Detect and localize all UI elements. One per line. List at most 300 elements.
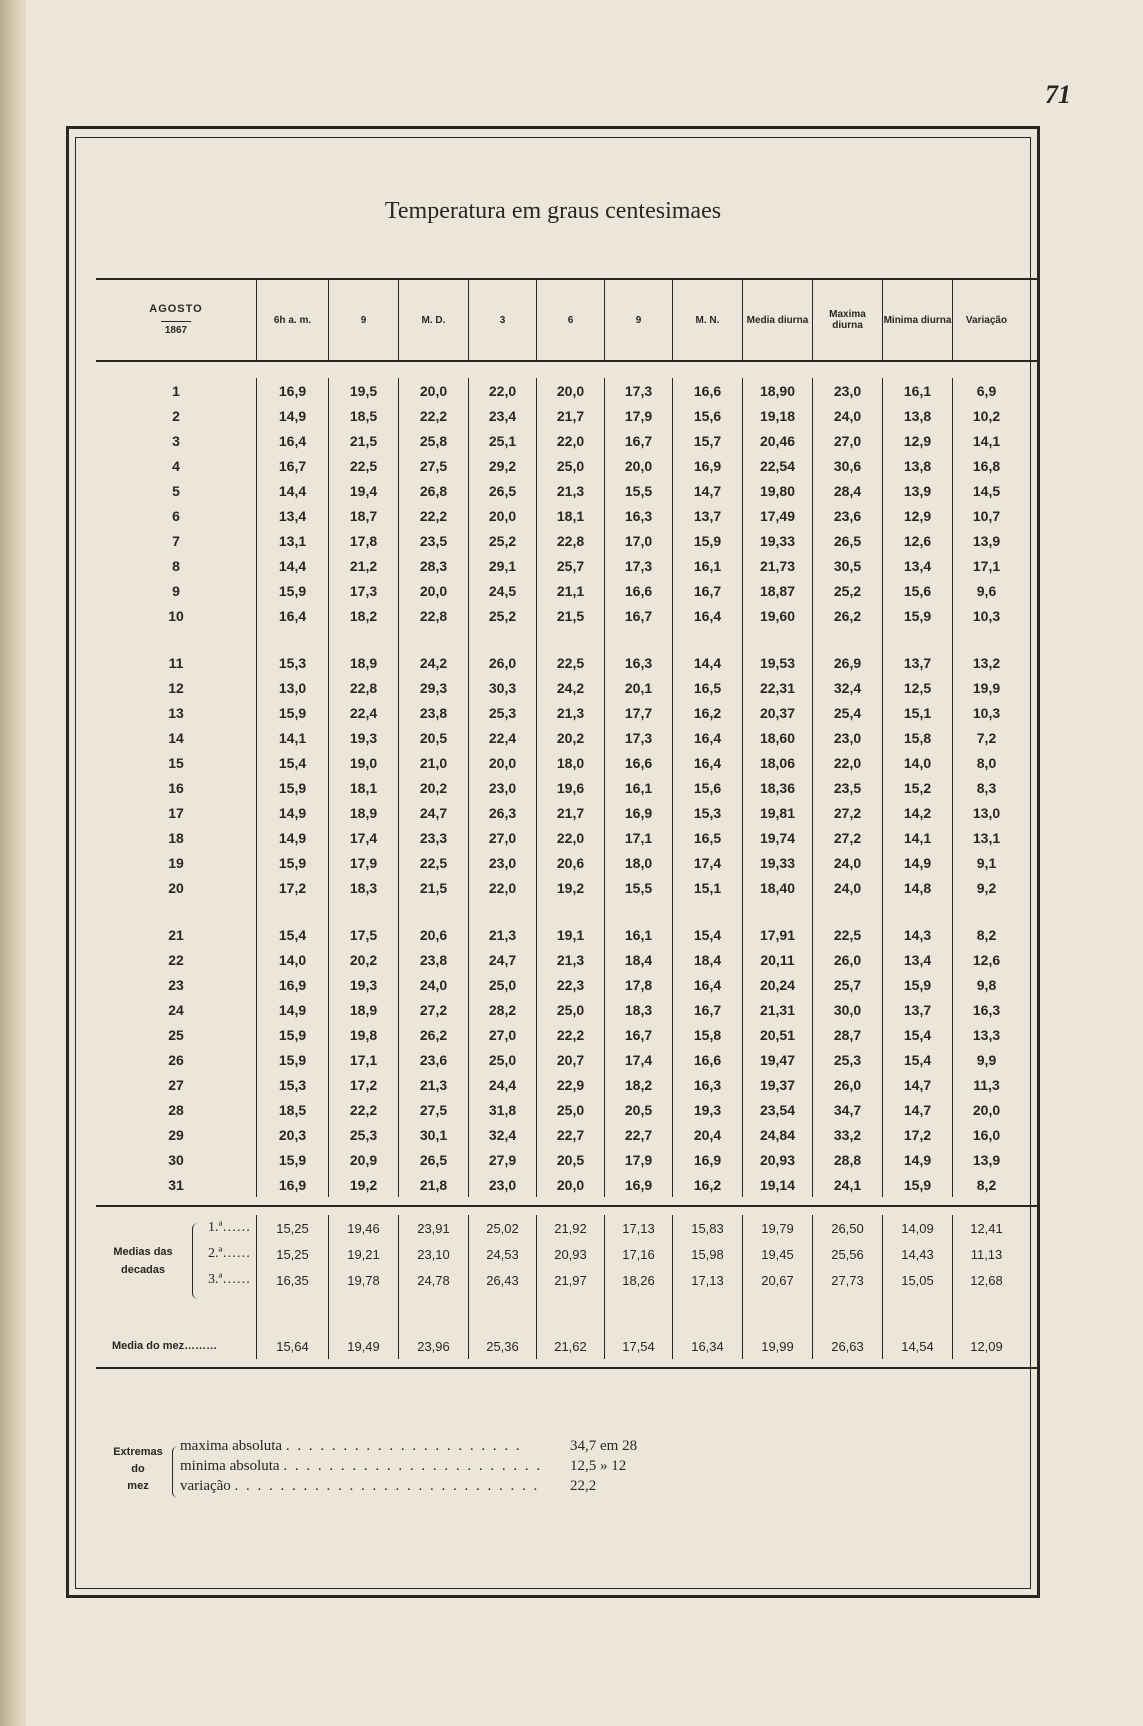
decade-mean-value: 12,68 — [952, 1267, 1020, 1293]
value-cell: 18,87 — [742, 578, 812, 603]
value-cell: 20,0 — [952, 1097, 1020, 1122]
value-cell: 13,7 — [882, 650, 952, 675]
value-cell: 23,6 — [398, 1047, 468, 1072]
value-cell: 22,5 — [398, 850, 468, 875]
month-mean-value: 17,54 — [604, 1333, 672, 1359]
table-body — [96, 362, 1040, 1197]
value-cell: 19,81 — [742, 800, 812, 825]
value-cell: 16,1 — [604, 922, 672, 947]
day-cell: 18 — [168, 829, 184, 846]
value-cell: 19,2 — [536, 875, 604, 900]
value-cell: 17,49 — [742, 503, 812, 528]
value-cell: 27,2 — [812, 800, 882, 825]
table-row — [96, 700, 1040, 725]
value-cell: 17,3 — [328, 578, 398, 603]
table-row — [96, 997, 1040, 1022]
value-cell: 16,8 — [952, 453, 1020, 478]
value-cell: 18,5 — [256, 1097, 328, 1122]
month-mean-value: 12,09 — [952, 1333, 1020, 1359]
value-cell: 23,4 — [468, 403, 536, 428]
decade-mean-value: 25,56 — [812, 1241, 882, 1267]
value-cell: 19,3 — [328, 972, 398, 997]
value-cell: 15,4 — [256, 750, 328, 775]
table-row — [96, 972, 1040, 997]
value-cell: 27,0 — [468, 825, 536, 850]
decade-mean-value: 15,05 — [882, 1267, 952, 1293]
value-cell: 20,0 — [398, 378, 468, 403]
value-cell: 28,4 — [812, 478, 882, 503]
decade-mean-value: 23,91 — [398, 1215, 468, 1241]
value-cell: 26,3 — [468, 800, 536, 825]
month-mean-value: 25,36 — [468, 1333, 536, 1359]
value-cell: 16,9 — [604, 800, 672, 825]
value-cell: 15,9 — [882, 972, 952, 997]
header-col-4: 3 — [468, 280, 536, 360]
value-cell: 13,2 — [952, 650, 1020, 675]
decade-mean-value: 17,16 — [604, 1241, 672, 1267]
value-cell: 14,2 — [882, 800, 952, 825]
value-cell: 17,8 — [328, 528, 398, 553]
value-cell: 25,2 — [812, 578, 882, 603]
table-row — [96, 1097, 1040, 1122]
value-cell: 22,0 — [536, 825, 604, 850]
value-cell: 20,5 — [536, 1147, 604, 1172]
value-cell: 21,7 — [536, 403, 604, 428]
value-cell: 25,2 — [468, 528, 536, 553]
value-cell: 27,0 — [468, 1022, 536, 1047]
value-cell: 20,93 — [742, 1147, 812, 1172]
value-cell: 20,0 — [604, 453, 672, 478]
value-cell: 20,7 — [536, 1047, 604, 1072]
decade-ordinal: 3.ª…… — [208, 1272, 251, 1287]
value-cell: 27,9 — [468, 1147, 536, 1172]
decade-ordinal: 2.ª…… — [208, 1246, 251, 1261]
decade-brace — [192, 1223, 201, 1299]
value-cell: 26,9 — [812, 650, 882, 675]
value-cell: 26,2 — [812, 603, 882, 628]
value-cell: 15,2 — [882, 775, 952, 800]
value-cell: 20,51 — [742, 1022, 812, 1047]
dot-leader: . . . . . . . . . . . . . . . . . . . . . . . — [283, 1458, 543, 1474]
value-cell: 22,8 — [536, 528, 604, 553]
value-cell: 18,2 — [328, 603, 398, 628]
value-cell: 15,3 — [256, 650, 328, 675]
value-cell: 18,60 — [742, 725, 812, 750]
value-cell: 19,14 — [742, 1172, 812, 1197]
value-cell: 24,0 — [398, 972, 468, 997]
value-cell: 21,0 — [398, 750, 468, 775]
value-cell: 14,9 — [882, 1147, 952, 1172]
decade-mean-value: 15,25 — [256, 1215, 328, 1241]
value-cell: 15,4 — [672, 922, 742, 947]
value-cell: 14,9 — [882, 850, 952, 875]
day-cell: 22 — [168, 951, 184, 968]
value-cell: 24,0 — [812, 403, 882, 428]
value-cell: 28,3 — [398, 553, 468, 578]
day-cell: 3 — [172, 432, 180, 449]
value-cell: 20,9 — [328, 1147, 398, 1172]
header-col-11: Variação — [952, 280, 1020, 360]
value-cell: 16,7 — [672, 578, 742, 603]
value-cell: 19,33 — [742, 850, 812, 875]
value-cell: 16,4 — [256, 603, 328, 628]
value-cell: 8,0 — [952, 750, 1020, 775]
day-cell: 25 — [168, 1026, 184, 1043]
value-cell: 18,2 — [604, 1072, 672, 1097]
summary-section — [96, 1205, 1040, 1369]
month-mean-label: Media do mez……… — [112, 1340, 218, 1352]
value-cell: 21,3 — [536, 478, 604, 503]
decade-mean-value: 20,67 — [742, 1267, 812, 1293]
table-bottom-rule — [96, 1367, 1040, 1369]
day-cell: 21 — [168, 926, 184, 943]
table-row — [96, 428, 1040, 453]
value-cell: 20,5 — [398, 725, 468, 750]
value-cell: 27,2 — [812, 825, 882, 850]
value-cell: 16,7 — [604, 603, 672, 628]
value-cell: 9,1 — [952, 850, 1020, 875]
value-cell: 14,4 — [672, 650, 742, 675]
decade-gap — [96, 628, 1040, 650]
summary-gap — [96, 1293, 1040, 1333]
decade-means-label-line1: Medias das — [113, 1246, 173, 1258]
value-cell: 19,47 — [742, 1047, 812, 1072]
table-frame — [66, 126, 1040, 1598]
table-row — [96, 825, 1040, 850]
value-cell: 16,3 — [952, 997, 1020, 1022]
table-row — [96, 553, 1040, 578]
value-cell: 14,4 — [256, 553, 328, 578]
decade-mean-value: 26,43 — [468, 1267, 536, 1293]
value-cell: 16,9 — [604, 1172, 672, 1197]
value-cell: 12,9 — [882, 503, 952, 528]
decade-mean-value: 20,93 — [536, 1241, 604, 1267]
header-col-9: Maxima diurna — [812, 280, 882, 360]
day-cell: 28 — [168, 1101, 184, 1118]
value-cell: 16,1 — [604, 775, 672, 800]
value-cell: 18,36 — [742, 775, 812, 800]
extremes-label — [108, 1444, 168, 1495]
value-cell: 27,2 — [398, 997, 468, 1022]
value-cell: 22,8 — [328, 675, 398, 700]
value-cell: 16,7 — [672, 997, 742, 1022]
value-cell: 16,3 — [604, 503, 672, 528]
value-cell: 26,5 — [398, 1147, 468, 1172]
decade-mean-row — [96, 1215, 1040, 1241]
value-cell: 20,11 — [742, 947, 812, 972]
day-cell: 19 — [168, 854, 184, 871]
decade-mean-value: 19,45 — [742, 1241, 812, 1267]
header-col-8: Media diurna — [742, 280, 812, 360]
value-cell: 25,2 — [468, 603, 536, 628]
value-cell: 33,2 — [812, 1122, 882, 1147]
value-cell: 17,9 — [328, 850, 398, 875]
decade-mean-value: 15,83 — [672, 1215, 742, 1241]
value-cell: 16,3 — [672, 1072, 742, 1097]
value-cell: 13,1 — [952, 825, 1020, 850]
value-cell: 22,0 — [468, 378, 536, 403]
decade-mean-value: 24,78 — [398, 1267, 468, 1293]
value-cell: 17,4 — [328, 825, 398, 850]
table-row — [96, 578, 1040, 603]
value-cell: 16,9 — [672, 1147, 742, 1172]
decade-mean-value: 12,41 — [952, 1215, 1020, 1241]
value-cell: 17,2 — [256, 875, 328, 900]
value-cell: 16,6 — [604, 750, 672, 775]
header-month: AGOSTO — [149, 303, 203, 315]
decade-mean-row — [96, 1241, 1040, 1267]
value-cell: 16,2 — [672, 700, 742, 725]
decade-means-label-line2: decadas — [120, 1264, 166, 1276]
value-cell: 25,0 — [468, 972, 536, 997]
value-cell: 18,9 — [328, 650, 398, 675]
value-cell: 18,90 — [742, 378, 812, 403]
value-cell: 20,3 — [256, 1122, 328, 1147]
value-cell: 30,6 — [812, 453, 882, 478]
value-cell: 12,6 — [952, 947, 1020, 972]
value-cell: 26,2 — [398, 1022, 468, 1047]
value-cell: 13,7 — [882, 997, 952, 1022]
value-cell: 13,0 — [952, 800, 1020, 825]
value-cell: 13,1 — [256, 528, 328, 553]
value-cell: 6,9 — [952, 378, 1020, 403]
value-cell: 14,9 — [256, 997, 328, 1022]
value-cell: 16,7 — [604, 428, 672, 453]
day-cell: 12 — [168, 679, 184, 696]
day-cell: 31 — [168, 1176, 184, 1193]
header-col-1: 6h a. m. — [256, 280, 328, 360]
table-row — [96, 453, 1040, 478]
decade-mean-value: 26,50 — [812, 1215, 882, 1241]
value-cell: 26,0 — [812, 947, 882, 972]
value-cell: 26,0 — [468, 650, 536, 675]
value-cell: 13,4 — [256, 503, 328, 528]
value-cell: 11,3 — [952, 1072, 1020, 1097]
value-cell: 24,2 — [398, 650, 468, 675]
page-number: 71 — [1045, 80, 1071, 109]
value-cell: 23,0 — [468, 775, 536, 800]
value-cell: 16,9 — [256, 972, 328, 997]
value-cell: 19,60 — [742, 603, 812, 628]
value-cell: 15,6 — [672, 403, 742, 428]
table-row — [96, 675, 1040, 700]
value-cell: 25,8 — [398, 428, 468, 453]
value-cell: 14,9 — [256, 800, 328, 825]
value-cell: 18,40 — [742, 875, 812, 900]
header-col-3: M. D. — [398, 280, 468, 360]
value-cell: 27,5 — [398, 453, 468, 478]
day-cell: 24 — [168, 1001, 184, 1018]
decade-mean-value: 14,43 — [882, 1241, 952, 1267]
value-cell: 19,2 — [328, 1172, 398, 1197]
value-cell: 18,3 — [328, 875, 398, 900]
value-cell: 23,54 — [742, 1097, 812, 1122]
month-mean-row — [96, 1333, 1040, 1359]
value-cell: 19,3 — [672, 1097, 742, 1122]
table-row — [96, 378, 1040, 403]
value-cell: 20,0 — [536, 378, 604, 403]
temperature-table — [96, 278, 1040, 1369]
decade-ordinal: 1.ª…… — [208, 1220, 251, 1235]
value-cell: 17,7 — [604, 700, 672, 725]
value-cell: 9,8 — [952, 972, 1020, 997]
value-cell: 22,31 — [742, 675, 812, 700]
value-cell: 20,2 — [398, 775, 468, 800]
value-cell: 15,9 — [256, 1047, 328, 1072]
value-cell: 16,6 — [672, 1047, 742, 1072]
value-cell: 15,9 — [256, 1147, 328, 1172]
day-cell: 20 — [168, 879, 184, 896]
value-cell: 21,3 — [398, 1072, 468, 1097]
table-row — [96, 875, 1040, 900]
value-cell: 15,9 — [882, 1172, 952, 1197]
value-cell: 20,5 — [604, 1097, 672, 1122]
value-cell: 15,7 — [672, 428, 742, 453]
value-cell: 23,8 — [398, 700, 468, 725]
value-cell: 23,0 — [468, 1172, 536, 1197]
value-cell: 15,3 — [672, 800, 742, 825]
value-cell: 25,0 — [536, 997, 604, 1022]
value-cell: 34,7 — [812, 1097, 882, 1122]
value-cell: 30,0 — [812, 997, 882, 1022]
book-spine — [0, 0, 26, 1726]
day-cell: 17 — [168, 804, 184, 821]
decade-mean-value: 14,09 — [882, 1215, 952, 1241]
value-cell: 9,9 — [952, 1047, 1020, 1072]
decade-mean-value: 27,73 — [812, 1267, 882, 1293]
header-date-cell — [96, 280, 256, 360]
decade-mean-value: 19,79 — [742, 1215, 812, 1241]
value-cell: 15,6 — [672, 775, 742, 800]
value-cell: 17,5 — [328, 922, 398, 947]
value-cell: 26,5 — [468, 478, 536, 503]
decade-mean-value: 15,25 — [256, 1241, 328, 1267]
value-cell: 19,3 — [328, 725, 398, 750]
value-cell: 21,5 — [398, 875, 468, 900]
value-cell: 16,4 — [672, 725, 742, 750]
value-cell: 7,2 — [952, 725, 1020, 750]
value-cell: 18,0 — [604, 850, 672, 875]
value-cell: 20,24 — [742, 972, 812, 997]
value-cell: 24,0 — [812, 850, 882, 875]
decade-mean-value: 23,10 — [398, 1241, 468, 1267]
value-cell: 16,4 — [672, 750, 742, 775]
month-mean-value: 19,99 — [742, 1333, 812, 1359]
value-cell: 22,4 — [328, 700, 398, 725]
value-cell: 21,3 — [468, 922, 536, 947]
value-cell: 18,06 — [742, 750, 812, 775]
table-row — [96, 503, 1040, 528]
day-cell: 14 — [168, 729, 184, 746]
value-cell: 17,4 — [604, 1047, 672, 1072]
day-cell: 29 — [168, 1126, 184, 1143]
value-cell: 25,7 — [536, 553, 604, 578]
value-cell: 19,1 — [536, 922, 604, 947]
value-cell: 15,9 — [672, 528, 742, 553]
day-cell: 5 — [172, 482, 180, 499]
value-cell: 19,18 — [742, 403, 812, 428]
value-cell: 17,1 — [328, 1047, 398, 1072]
value-cell: 17,9 — [604, 1147, 672, 1172]
value-cell: 19,6 — [536, 775, 604, 800]
value-cell: 19,4 — [328, 478, 398, 503]
value-cell: 9,6 — [952, 578, 1020, 603]
value-cell: 20,4 — [672, 1122, 742, 1147]
value-cell: 22,5 — [536, 650, 604, 675]
value-cell: 25,3 — [812, 1047, 882, 1072]
extremes-label-line2: do — [131, 1463, 145, 1475]
header-year: 1867 — [161, 321, 191, 336]
value-cell: 26,8 — [398, 478, 468, 503]
header-col-7: M. N. — [672, 280, 742, 360]
value-cell: 16,5 — [672, 825, 742, 850]
day-cell: 27 — [168, 1076, 184, 1093]
value-cell: 20,0 — [398, 578, 468, 603]
value-cell: 25,3 — [328, 1122, 398, 1147]
value-cell: 26,0 — [812, 1072, 882, 1097]
value-cell: 12,6 — [882, 528, 952, 553]
value-cell: 30,3 — [468, 675, 536, 700]
value-cell: 17,3 — [604, 553, 672, 578]
value-cell: 20,37 — [742, 700, 812, 725]
day-cell: 1 — [172, 382, 180, 399]
decade-mean-value: 21,92 — [536, 1215, 604, 1241]
value-cell: 22,2 — [328, 1097, 398, 1122]
month-mean-value: 15,64 — [256, 1333, 328, 1359]
value-cell: 13,9 — [952, 528, 1020, 553]
table-row — [96, 1147, 1040, 1172]
table-row — [96, 1047, 1040, 1072]
value-cell: 25,7 — [812, 972, 882, 997]
day-cell: 6 — [172, 507, 180, 524]
header-col-6: 9 — [604, 280, 672, 360]
extreme-variation-label: variação — [180, 1478, 231, 1494]
value-cell: 22,0 — [812, 750, 882, 775]
value-cell: 17,8 — [604, 972, 672, 997]
value-cell: 14,3 — [882, 922, 952, 947]
table-row — [96, 922, 1040, 947]
value-cell: 18,0 — [536, 750, 604, 775]
value-cell: 24,1 — [812, 1172, 882, 1197]
value-cell: 22,3 — [536, 972, 604, 997]
value-cell: 20,46 — [742, 428, 812, 453]
value-cell: 30,5 — [812, 553, 882, 578]
value-cell: 21,5 — [328, 428, 398, 453]
decade-mean-row — [96, 1267, 1040, 1293]
value-cell: 18,9 — [328, 800, 398, 825]
value-cell: 19,80 — [742, 478, 812, 503]
day-cell: 7 — [172, 532, 180, 549]
table-row — [96, 478, 1040, 503]
table-row — [96, 650, 1040, 675]
value-cell: 22,54 — [742, 453, 812, 478]
day-cell: 8 — [172, 557, 180, 574]
value-cell: 19,5 — [328, 378, 398, 403]
value-cell: 32,4 — [812, 675, 882, 700]
extreme-max-label: maxima absoluta — [180, 1438, 283, 1454]
value-cell: 16,6 — [672, 378, 742, 403]
value-cell: 25,0 — [536, 1097, 604, 1122]
decade-mean-value: 17,13 — [672, 1267, 742, 1293]
day-cell: 4 — [172, 457, 180, 474]
table-row — [96, 1172, 1040, 1197]
table-row — [96, 1022, 1040, 1047]
value-cell: 17,2 — [328, 1072, 398, 1097]
table-header — [96, 278, 1040, 362]
value-cell: 20,0 — [468, 503, 536, 528]
day-cell: 15 — [168, 754, 184, 771]
decade-mean-value: 11,13 — [952, 1241, 1020, 1267]
